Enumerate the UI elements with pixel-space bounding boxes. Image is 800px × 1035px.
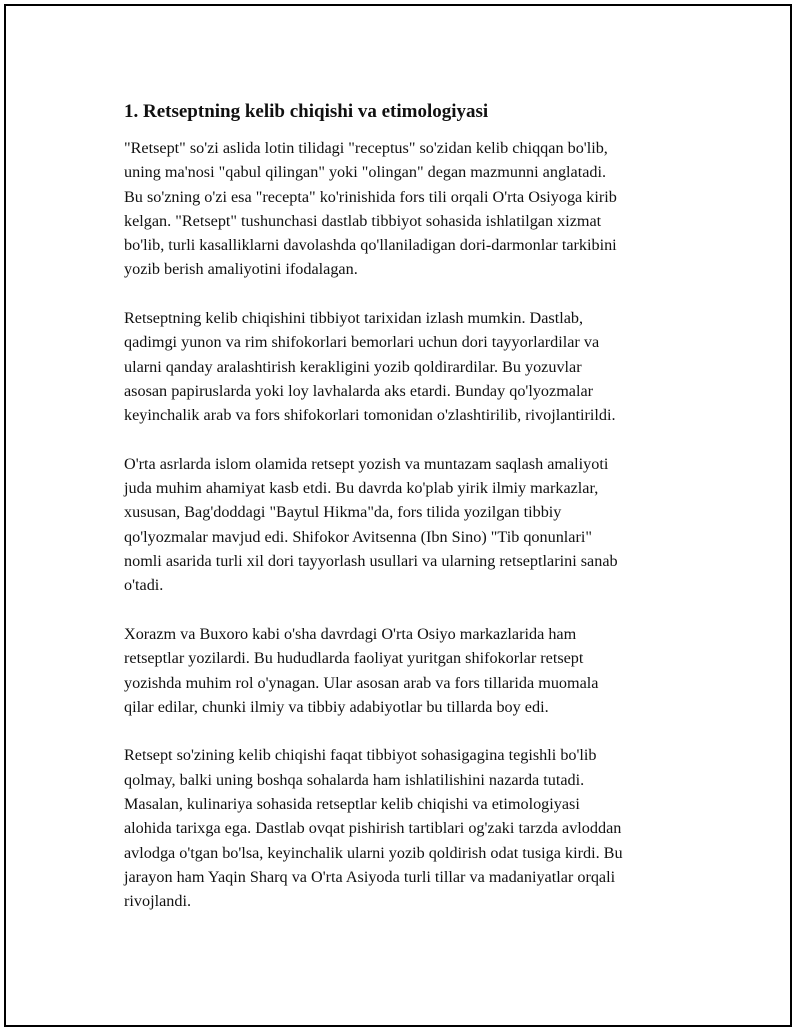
paragraph-4: Xorazm va Buxoro kabi o'sha davrdagi O'rta Osiyo markazlarida ham retseptlar yozilardi. Bu hududlarda faoliyat yuritgan shifokorlar retsept yozishda muhim rol o'ynagan. Ular asosan arab va fors tillarida muomala qilar edilar, chunki ilmiy va tibbiy adabiyotlar bu tillarda boy edi. <box>124 624 599 716</box>
paragraph-5: Retsept so'zining kelib chiqishi faqat tibbiyot sohasigagina tegishli bo'lib qolmay, balki uning boshqa sohalarda ham ishlatilishini nazarda tutadi. Masalan, kulinariya sohasida retseptlar kelib chiqishi va etimologiyasi alohida tarixga ega. Dastlab ovqat pishirish tartiblari og'zaki tarzda avloddan avlodga o'tgan bo'lsa, keyinchalik ularni yozib qoldirish odat tusiga kirdi. Bu jarayon ham Yaqin Sharq va O'rta Asiyoda turli tillar va madaniyatlar orqali rivojlandi. <box>124 746 623 911</box>
section-heading: 1. Retseptning kelib chiqishi va etimologiyasi <box>124 101 489 122</box>
document-body <box>124 100 704 938</box>
paragraph-2: Retseptning kelib chiqishini tibbiyot tarixidan izlash mumkin. Dastlab, qadimgi yunon va rim shifokorlari bemorlari uchun dori tayyorlardilar va ularni qanday aralashtirish kerakligini yozib qoldirardilar. Bu yozuvlar asosan papiruslarda yoki loy lavhalarda aks etardi. Bunday qo'lyozmalar keyinchalik arab va fors shifokorlari tomonidan o'zlashtirilib, rivojlantirildi. <box>124 309 616 425</box>
page-frame <box>4 4 792 1027</box>
paragraph-1: "Retsept" so'zi aslida lotin tilidagi "receptus" so'zidan kelib chiqqan bo'lib, uning ma'nosi "qabul qilingan" yoki "olingan" degan mazmunni anglatadi. Bu so'zning o'zi esa "recepta" ko'rinishida fors tili orqali O'rta Osiyoga kirib kelgan. "Retsept" tushunchasi dastlab tibbiyot sohasida ishlatilgan xizmat bo'lib, turli kasalliklarni davolashda qo'llaniladigan dori-darmonlar tarkibini yozib berish amaliyotini ifodalagan. <box>124 139 617 279</box>
paragraph-3: O'rta asrlarda islom olamida retsept yozish va muntazam saqlash amaliyoti juda muhim ahamiyat kasb etdi. Bu davrda ko'plab yirik ilmiy markazlar, xususan, Bag'doddagi "Baytul Hikma"da, fors tilida yozilgan tibbiy qo'lyozmalar mavjud edi. Shifokor Avitsenna (Ibn Sino) "Tib qonunlari" nomli asarida turli xil dori tayyorlash usullari va ularning retseptlarini sanab o'tadi. <box>124 454 618 595</box>
